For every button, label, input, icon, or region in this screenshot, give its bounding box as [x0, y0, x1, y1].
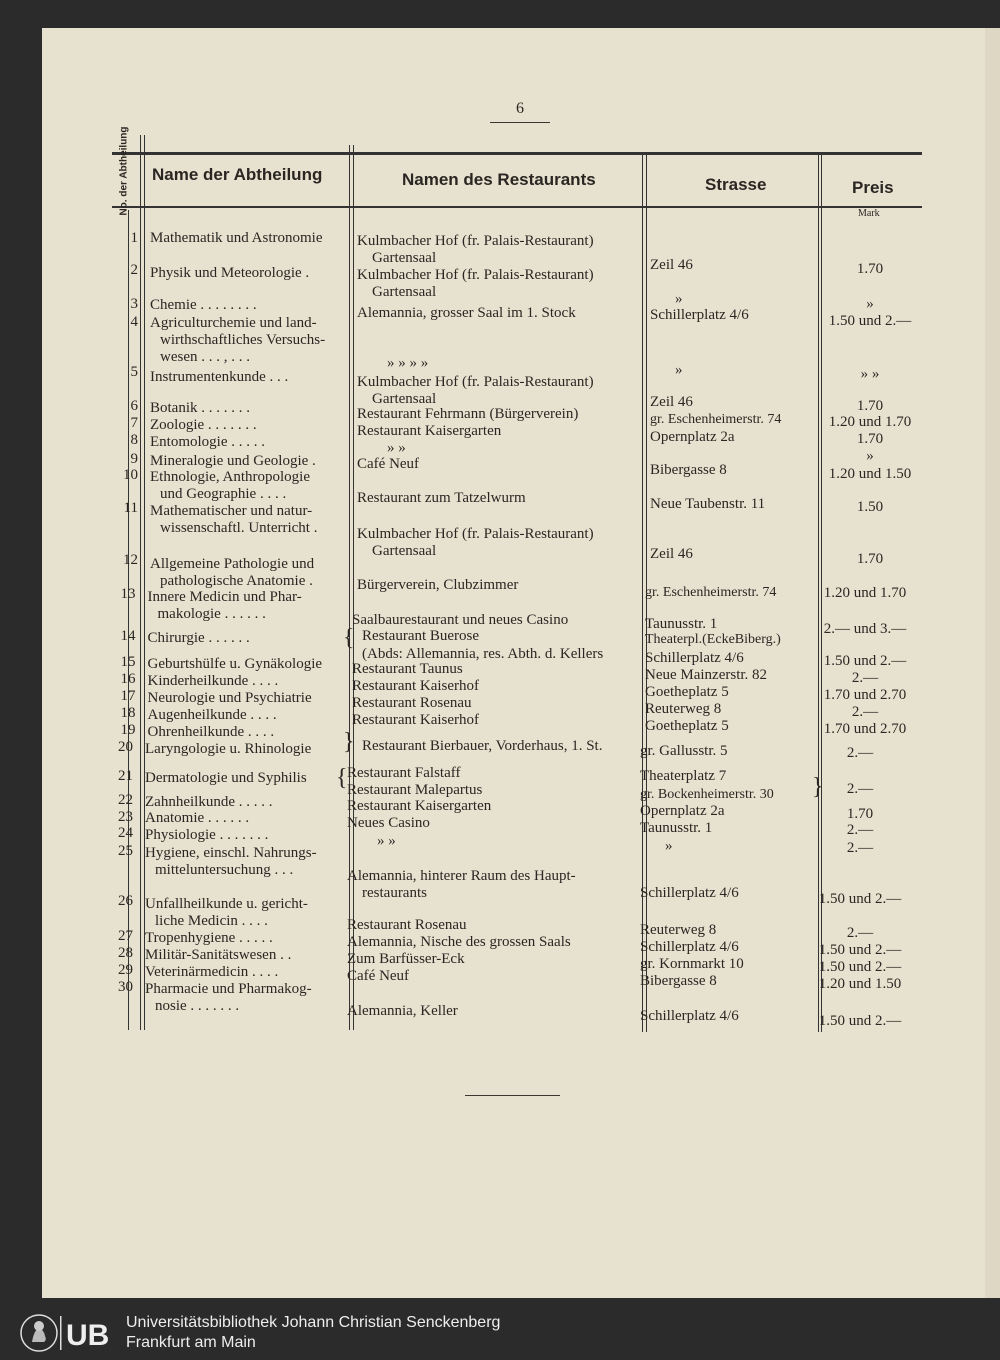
restaurant-name: » » [377, 833, 396, 849]
restaurant-name: Alemannia, grosser Saal im 1. Stock [357, 305, 576, 321]
department-name: makologie . . . . . . [157, 606, 266, 622]
price-value: 2.— [851, 704, 879, 720]
price-value: 2.— und 3.— [823, 621, 907, 637]
department-name: Geburtshülfe u. Gynäkologie [147, 656, 323, 672]
department-name: wirthschaftliches Versuchs- [160, 332, 326, 348]
restaurant-name: Alemannia, Nische des grossen Saals [347, 934, 571, 950]
footer-institution: Universitätsbibliothek Johann Christian Senckenberg [126, 1314, 501, 1331]
restaurant-name: (Abds: Allemannia, res. Abth. d. Kellers [362, 646, 604, 662]
restaurant-name: Restaurant Falstaff [347, 765, 461, 781]
column-header-price: Preis [852, 178, 894, 197]
header-bottom-rule [112, 206, 922, 208]
department-name: Unfallheilkunde u. gericht- [145, 896, 308, 912]
restaurant-name: Restaurant Malepartus [347, 782, 483, 798]
brace: { [336, 765, 348, 791]
street-address: Theaterpl.(EckeBiberg.) [645, 632, 781, 647]
street-address: gr. Eschenheimerstr. 74 [650, 412, 782, 427]
restaurant-name: Restaurant zum Tatzelwurm [357, 490, 526, 506]
restaurant-name: Restaurant Kaisergarten [347, 798, 492, 814]
department-name: Allgemeine Pathologie und [150, 556, 315, 572]
price-value: 1.70 [846, 806, 874, 822]
street-address: Zeil 46 [650, 546, 693, 562]
restaurant-name: Restaurant Taunus [352, 661, 463, 677]
column-divider [349, 145, 350, 1030]
department-name: Physik und Meteorologie . [150, 265, 310, 281]
logo-text: UB [66, 1319, 110, 1352]
department-name: Physiologie . . . . . . . [145, 827, 269, 843]
department-name: Militär-Sanitätswesen . . [145, 947, 292, 963]
row-number: 21 [118, 768, 133, 784]
street-address: Neue Taubenstr. 11 [650, 496, 766, 512]
department-name: Kinderheilkunde . . . . [147, 673, 279, 689]
price-value: 1.50 [856, 499, 884, 515]
department-name: Instrumentenkunde . . . [150, 369, 289, 385]
price-value: 1.20 und 1.70 [823, 585, 907, 601]
department-name: Zahnheilkunde . . . . . [145, 794, 273, 810]
price-value: 1.20 und 1.50 [828, 466, 912, 482]
row-number: 28 [118, 945, 133, 961]
row-number: 2 [130, 262, 138, 278]
department-name: pathologische Anatomie . [160, 573, 313, 589]
street-address: Opernplatz 2a [650, 429, 735, 445]
row-number: 16 [120, 671, 136, 687]
department-name: Chemie . . . . . . . . [150, 297, 257, 313]
row-number: 13 [120, 586, 136, 602]
price-value: » » [860, 366, 880, 382]
restaurant-name: Bürgerverein, Clubzimmer [357, 577, 519, 593]
restaurant-name: Restaurant Rosenau [347, 917, 467, 933]
department-name: Mathematik und Astronomie [150, 230, 323, 246]
page-number-rule [490, 122, 550, 123]
restaurant-name: Café Neuf [357, 456, 420, 472]
restaurant-name: Saalbaurestaurant und neues Casino [352, 612, 569, 628]
department-name: wesen . . . , . . . [160, 349, 250, 365]
restaurant-name: restaurants [362, 885, 427, 901]
restaurant-name: » » » » [387, 355, 429, 371]
row-number: 24 [118, 825, 133, 841]
street-address: gr. Bockenheimerstr. 30 [640, 787, 774, 802]
department-name: Zoologie . . . . . . . [150, 417, 257, 433]
restaurant-name: Restaurant Fehrmann (Bürgerverein) [357, 406, 579, 422]
price-value: 2.— [846, 840, 874, 856]
department-name: Anatomie . . . . . . [145, 810, 250, 826]
department-name: Neurologie und Psychiatrie [147, 690, 312, 706]
restaurant-name: Neues Casino [347, 815, 430, 831]
price-value: 1.70 [856, 261, 884, 277]
column-header-street: Strasse [705, 175, 767, 194]
street-address: gr. Eschenheimerstr. 74 [645, 585, 777, 600]
department-name: Veterinärmedicin . . . . [145, 964, 279, 980]
row-number: 23 [118, 809, 133, 825]
restaurant-name: Kulmbacher Hof (fr. Palais-Restaurant) [357, 374, 594, 390]
department-name: mitteluntersuchung . . . [155, 862, 294, 878]
column-header-restaurant: Namen des Restaurants [402, 170, 596, 189]
street-address: Zeil 46 [650, 394, 693, 410]
row-number: 10 [123, 467, 138, 483]
department-name: Augenheilkunde . . . . [147, 707, 277, 723]
table-top-rule [112, 152, 922, 155]
street-address: Schillerplatz 4/6 [645, 650, 744, 666]
price-value: 1.50 und 2.— [823, 653, 907, 669]
department-name: Entomologie . . . . . [150, 434, 265, 450]
street-address: Reuterweg 8 [645, 701, 722, 717]
price-value: 1.70 [856, 431, 884, 447]
row-number: 18 [120, 705, 136, 721]
brace: { [343, 625, 355, 651]
price-value: 2.— [851, 670, 879, 686]
price-value: 1.20 und 1.70 [828, 414, 912, 430]
street-address: Goetheplatz 5 [645, 684, 729, 700]
row-number: 8 [130, 432, 138, 448]
department-name: Laryngologie u. Rhinologie [145, 741, 312, 757]
row-number: 6 [130, 398, 138, 414]
row-number: 19 [120, 722, 136, 738]
department-name: liche Medicin . . . . [155, 913, 268, 929]
street-address: » [675, 362, 683, 378]
price-value: 1.50 und 2.— [818, 959, 902, 975]
brace: } [343, 729, 355, 755]
row-number: 29 [118, 962, 133, 978]
restaurant-name: Restaurant Kaisergarten [357, 423, 502, 439]
street-address: Theaterplatz 7 [640, 768, 727, 784]
column-header-no: No. der Abtheilung [118, 126, 130, 216]
price-value: 1.20 und 1.50 [818, 976, 902, 992]
department-name: Innere Medicin und Phar- [147, 589, 302, 605]
department-name: Agriculturchemie und land- [150, 315, 317, 331]
brace: } [812, 774, 824, 800]
price-value: 1.50 und 2.— [818, 942, 902, 958]
restaurant-name: Alemannia, Keller [347, 1003, 458, 1019]
row-number: 27 [118, 928, 133, 944]
page-edge [985, 28, 1000, 1298]
page-number: 6 [516, 100, 524, 117]
department-name: nosie . . . . . . . [155, 998, 240, 1014]
column-header-name: Name der Abtheilung [152, 165, 323, 184]
price-value: 1.70 und 2.70 [823, 687, 907, 703]
row-number: 22 [118, 792, 133, 808]
street-address: Bibergasse 8 [650, 462, 727, 478]
price-value: 2.— [846, 822, 874, 838]
restaurant-name: Restaurant Buerose [362, 628, 480, 644]
restaurant-name: Gartensaal [372, 250, 437, 266]
row-number: 20 [118, 739, 133, 755]
department-name: Mathematischer und natur- [150, 503, 313, 519]
row-number: 5 [130, 364, 138, 380]
restaurant-name: Gartensaal [372, 284, 437, 300]
department-name: Chirurgie . . . . . . [147, 630, 250, 646]
price-value: » [866, 448, 874, 464]
row-number: 30 [118, 979, 133, 995]
price-unit: Mark [858, 208, 880, 219]
row-number: 7 [130, 415, 138, 431]
restaurant-name: Alemannia, hinterer Raum des Haupt- [347, 868, 576, 884]
restaurant-name: Kulmbacher Hof (fr. Palais-Restaurant) [357, 526, 594, 542]
restaurant-name: Restaurant Kaiserhof [352, 678, 480, 694]
restaurant-name: Gartensaal [372, 543, 437, 559]
row-number: 4 [130, 314, 138, 330]
department-name: Ohrenheilkunde . . . . [147, 724, 275, 740]
department-name: Botanik . . . . . . . [150, 400, 250, 416]
row-number: 15 [120, 654, 136, 670]
street-address: gr. Kornmarkt 10 [640, 956, 744, 972]
department-name: und Geographie . . . . [160, 486, 287, 502]
column-divider [140, 135, 141, 1030]
street-address: Schillerplatz 4/6 [640, 885, 739, 901]
footer-location: Frankfurt am Main [126, 1334, 256, 1351]
row-number: 12 [123, 552, 138, 568]
department-name: Tropenhygiene . . . . . [145, 930, 273, 946]
price-value: 1.50 und 2.— [818, 891, 902, 907]
closing-rule [465, 1095, 560, 1096]
department-name: Mineralogie und Geologie . [150, 453, 316, 469]
street-address: Schillerplatz 4/6 [640, 939, 739, 955]
price-value: 1.70 [856, 398, 884, 414]
street-address: » [665, 838, 673, 854]
street-address: Opernplatz 2a [640, 803, 725, 819]
department-name: Pharmacie und Pharmakog- [145, 981, 312, 997]
restaurant-name: Restaurant Kaiserhof [352, 712, 480, 728]
department-name: Hygiene, einschl. Nahrungs- [145, 845, 317, 861]
street-address: Schillerplatz 4/6 [650, 307, 749, 323]
restaurant-name: Gartensaal [372, 391, 437, 407]
street-address: Taunusstr. 1 [645, 616, 718, 632]
row-number: 14 [120, 628, 136, 644]
price-value: 1.70 [856, 551, 884, 567]
street-address: Reuterweg 8 [640, 922, 717, 938]
row-number: 11 [123, 500, 138, 516]
department-name: wissenschaftl. Unterricht . [160, 520, 318, 536]
restaurant-name: Café Neuf [347, 968, 410, 984]
street-address: » [675, 291, 683, 307]
price-value: » [866, 296, 874, 312]
row-number: 17 [120, 688, 136, 704]
row-number: 25 [118, 843, 133, 859]
price-value: 1.50 und 2.— [828, 313, 912, 329]
restaurant-name: Restaurant Rosenau [352, 695, 472, 711]
street-address: Bibergasse 8 [640, 973, 717, 989]
street-address: Taunusstr. 1 [640, 820, 713, 836]
restaurant-name: Kulmbacher Hof (fr. Palais-Restaurant) [357, 233, 594, 249]
row-number: 1 [130, 230, 138, 246]
street-address: Zeil 46 [650, 257, 693, 273]
restaurant-name: Zum Barfüsser-Eck [347, 951, 465, 967]
department-name: Ethnologie, Anthropologie [150, 469, 310, 485]
row-number: 9 [130, 451, 138, 467]
row-number: 26 [118, 893, 133, 909]
street-address: Neue Mainzerstr. 82 [645, 667, 768, 683]
street-address: Goetheplatz 5 [645, 718, 729, 734]
department-name: Dermatologie und Syphilis [145, 770, 307, 786]
price-value: 1.50 und 2.— [818, 1013, 902, 1029]
restaurant-name: » » [387, 440, 406, 456]
restaurant-name: Kulmbacher Hof (fr. Palais-Restaurant) [357, 267, 594, 283]
column-divider [353, 145, 354, 1030]
price-value: 1.70 und 2.70 [823, 721, 907, 737]
price-value: 2.— [846, 925, 874, 941]
footer-bar [0, 1300, 1000, 1360]
ub-logo-icon [18, 1312, 120, 1354]
restaurant-name: Restaurant Bierbauer, Vorderhaus, 1. St. [362, 738, 603, 754]
street-address: Schillerplatz 4/6 [640, 1008, 739, 1024]
row-number: 3 [130, 296, 138, 312]
price-value: 2.— [846, 781, 874, 797]
price-value: 2.— [846, 745, 874, 761]
street-address: gr. Gallusstr. 5 [640, 743, 728, 759]
